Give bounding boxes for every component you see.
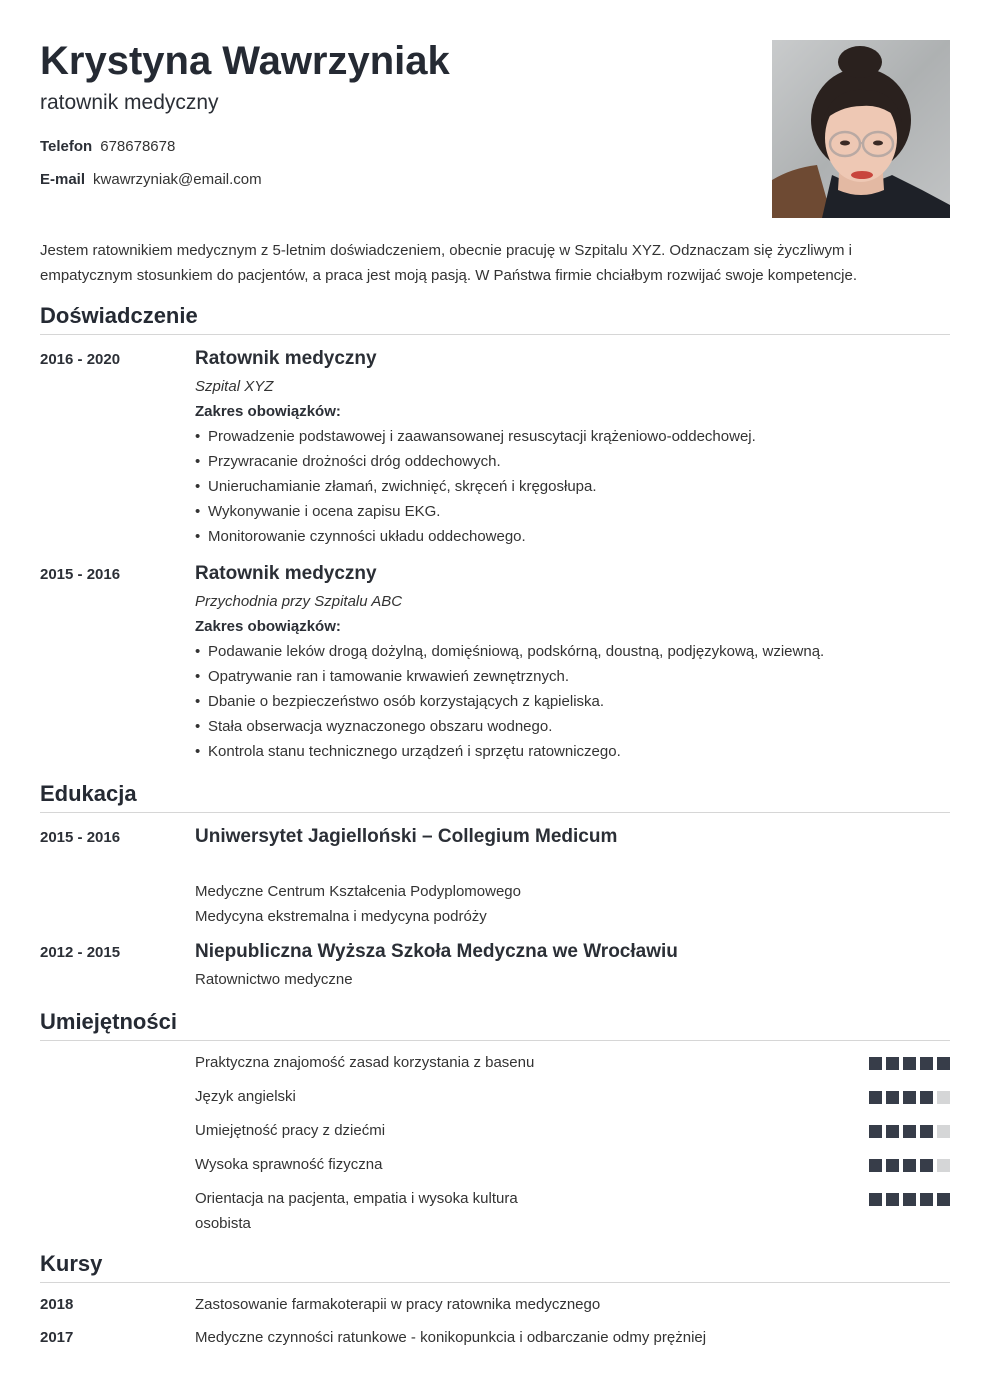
level-square-filled [886,1125,899,1138]
phone-value: 678678678 [100,138,176,155]
education-dates: 2015 - 2016 [40,829,121,846]
course-year: 2018 [40,1296,74,1313]
course-year: 2017 [40,1329,74,1346]
level-square-filled [937,1193,950,1206]
job-title: Ratownik medyczny [195,563,377,584]
level-square-empty [937,1091,950,1104]
contact-phone [40,138,175,156]
education-detail: Medyczne Centrum Kształcenia Podyplomowego [195,883,521,900]
section-heading-skills: Umiejętności [40,1008,950,1041]
bullet-icon: • [195,643,201,660]
bullet-icon: • [195,743,201,760]
duty-item: • Przywracanie drożności dróg oddechowych. [195,449,950,474]
skill-level-indicator [869,1091,950,1104]
level-square-filled [903,1057,916,1070]
level-square-filled [903,1125,916,1138]
level-square-filled [920,1193,933,1206]
duty-item: • Dbanie o bezpieczeństwo osób korzystających z kąpieliska. [195,689,950,714]
company-name: Przychodnia przy Szpitalu ABC [195,593,403,610]
level-square-filled [869,1091,882,1104]
skill-item [195,1050,950,1075]
bullet-icon: • [195,668,201,685]
skill-item [195,1186,950,1236]
profile-photo [772,40,950,218]
level-square-filled [869,1125,882,1138]
skill-level-indicator [869,1057,950,1070]
profile-summary: Jestem ratownikiem medycznym z 5-letnim doświadczeniem, obecnie pracuję w Szpitalu XYZ. Odznaczam się życzliwym i empatycznym stosunkiem do pacjentów, a praca jest moją pasją. W Państwa firmie chciałbym rozwijać swoje kompetencje. [40,242,858,284]
experience-dates: 2016 - 2020 [40,351,121,368]
school-name: Uniwersytet Jagielloński – Collegium Medicum [195,826,618,847]
skill-item [195,1118,950,1143]
duty-item: • Monitorowanie czynności układu oddechowego. [195,524,950,549]
skill-level-indicator [869,1125,950,1138]
level-square-filled [869,1057,882,1070]
education-dates: 2012 - 2015 [40,944,121,961]
skill-level-indicator [869,1159,950,1172]
duties-label: Zakres obowiązków: [195,403,341,420]
section-heading-experience: Doświadczenie [40,302,950,335]
skill-name: Orientacja na pacjenta, empatia i wysoka kultura osobista [195,1190,518,1232]
skill-item [195,1152,950,1177]
portrait-photo-icon [772,40,950,218]
level-square-filled [886,1159,899,1172]
duty-item: • Stała obserwacja wyznaczonego obszaru wodnego. [195,714,950,739]
skill-name: Praktyczna znajomość zasad korzystania z basenu [195,1054,535,1071]
section-heading-education: Edukacja [40,780,950,813]
level-square-filled [920,1159,933,1172]
school-name: Niepubliczna Wyższa Szkoła Medyczna we Wrocławiu [195,941,678,962]
duty-item: • Wykonywanie i ocena zapisu EKG. [195,499,950,524]
level-square-filled [869,1193,882,1206]
course-name: Medyczne czynności ratunkowe - konikopunkcia i odbarczanie odmy prężniej [195,1329,707,1346]
level-square-filled [869,1159,882,1172]
company-name: Szpital XYZ [195,378,274,395]
duty-item: • Opatrywanie ran i tamowanie krwawień zewnętrznych. [195,664,950,689]
contact-email [40,171,262,189]
skill-name: Wysoka sprawność fizyczna [195,1156,383,1173]
level-square-filled [886,1193,899,1206]
section-heading-courses: Kursy [40,1250,950,1283]
bullet-icon: • [195,428,201,445]
level-square-empty [937,1125,950,1138]
skill-item [195,1084,950,1109]
email-label: E-mail [40,171,86,188]
candidate-name: Krystyna Wawrzyniak [40,39,450,83]
experience-dates: 2015 - 2016 [40,566,121,583]
level-square-filled [886,1091,899,1104]
candidate-title: ratownik medyczny [40,91,219,114]
skill-level-indicator [869,1193,950,1206]
duty-item: • Unieruchamianie złamań, zwichnięć, skręceń i kręgosłupa. [195,474,950,499]
duties-list [195,424,950,549]
bullet-icon: • [195,718,201,735]
duties-label: Zakres obowiązków: [195,618,341,635]
skill-name: Język angielski [195,1088,296,1105]
bullet-icon: • [195,453,201,470]
job-title: Ratownik medyczny [195,348,377,369]
skill-name: Umiejętność pracy z dziećmi [195,1122,386,1139]
email-value: kwawrzyniak@email.com [93,171,262,188]
bullet-icon: • [195,503,201,520]
bullet-icon: • [195,693,201,710]
bullet-icon: • [195,528,201,545]
course-name: Zastosowanie farmakoterapii w pracy ratownika medycznego [195,1296,601,1313]
duty-item: • Prowadzenie podstawowej i zaawansowanej resuscytacji krążeniowo-oddechowej. [195,424,950,449]
level-square-filled [920,1091,933,1104]
level-square-filled [886,1057,899,1070]
education-detail: Medycyna ekstremalna i medycyna podróży [195,908,487,925]
education-detail: Ratownictwo medyczne [195,971,353,988]
level-square-filled [903,1159,916,1172]
level-square-filled [903,1091,916,1104]
level-square-empty [937,1159,950,1172]
level-square-filled [920,1125,933,1138]
duties-list [195,639,950,764]
bullet-icon: • [195,478,201,495]
level-square-filled [903,1193,916,1206]
phone-label: Telefon [40,138,93,155]
duty-item: • Kontrola stanu technicznego urządzeń i sprzętu ratowniczego. [195,739,950,764]
level-square-filled [920,1057,933,1070]
level-square-filled [937,1057,950,1070]
duty-item: • Podawanie leków drogą dożylną, domięśniową, podskórną, doustną, podjęzykową, wziewną. [195,639,950,664]
